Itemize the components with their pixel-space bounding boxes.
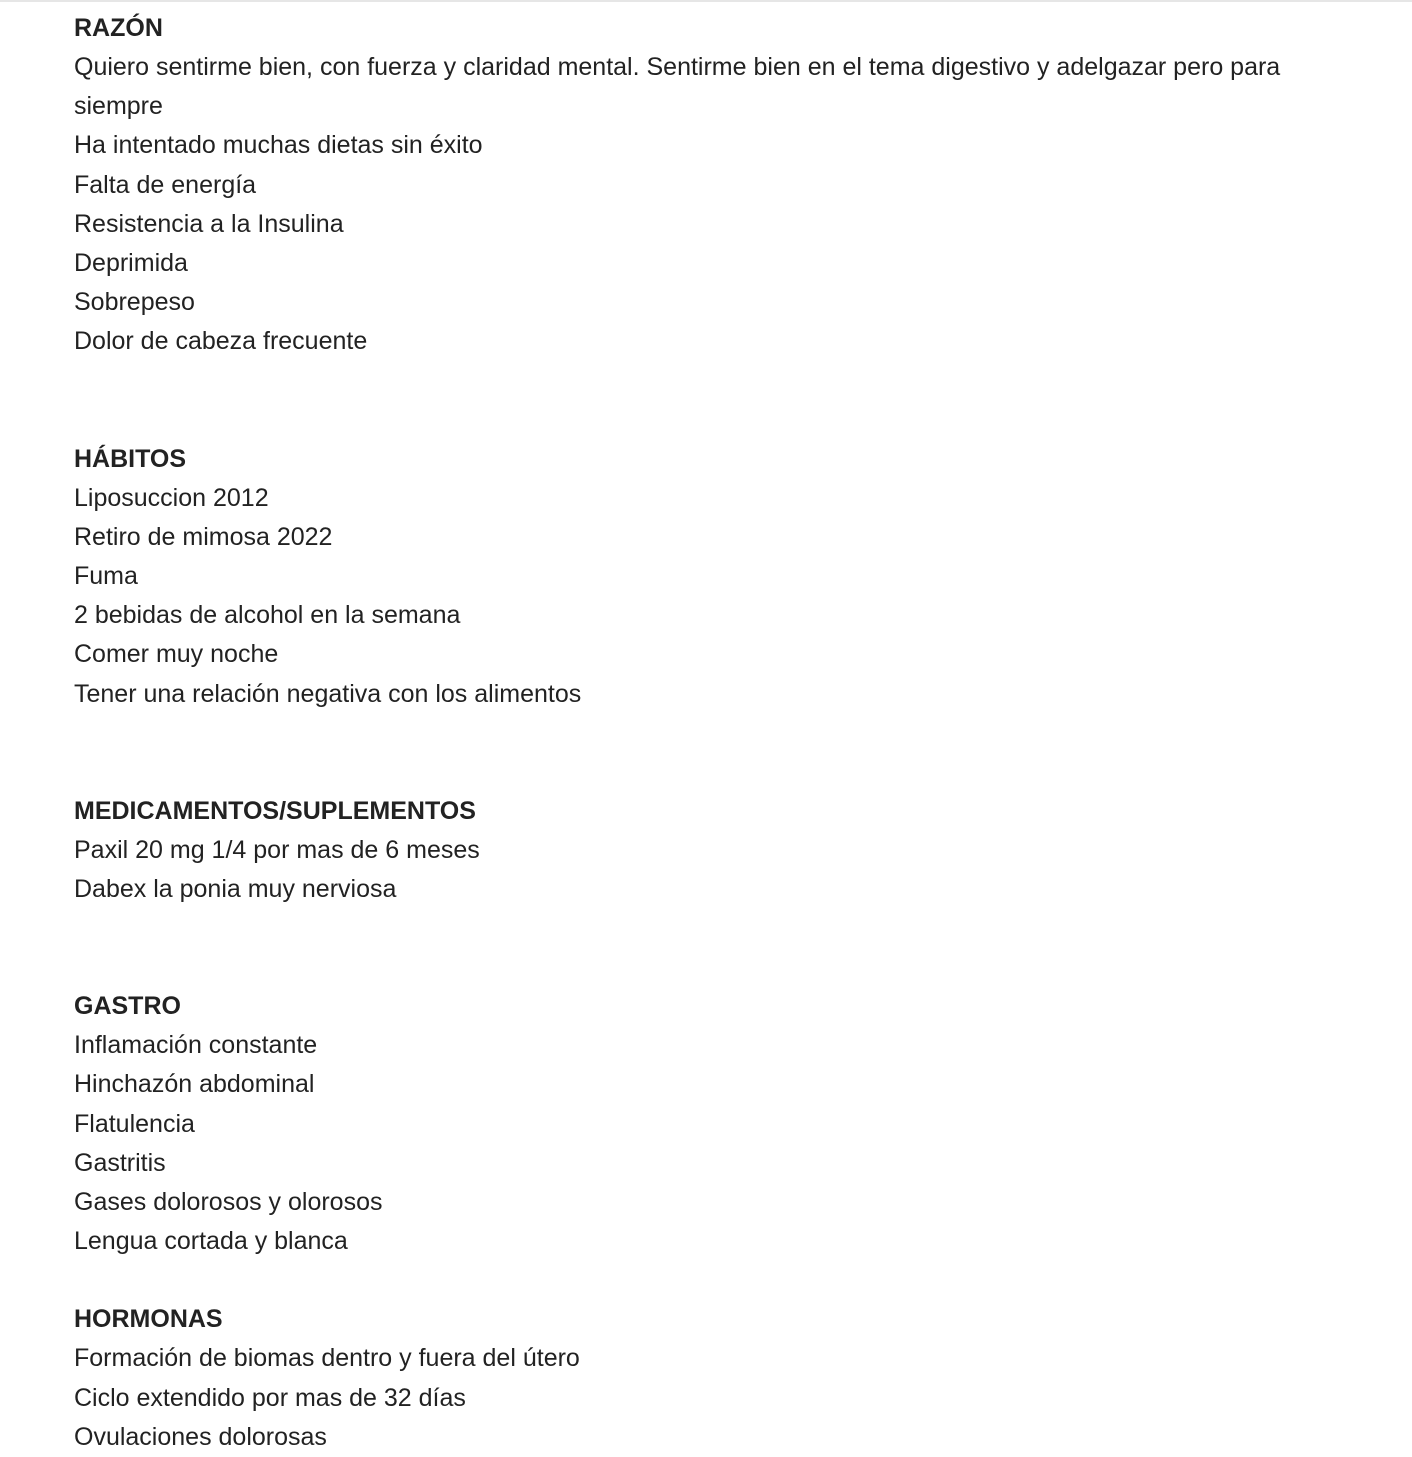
section-habitos <box>74 440 1374 714</box>
section-razon <box>74 9 1374 362</box>
section-gastro <box>74 987 1374 1261</box>
section-heading: HORMONAS <box>74 1305 223 1334</box>
section-gap <box>74 909 1374 987</box>
list-item: Sobrepeso <box>74 288 195 317</box>
section-medicamentos <box>74 792 1374 909</box>
list-item: Ha intentado muchas dietas sin éxito <box>74 131 483 160</box>
list-item: Ciclo extendido por mas de 32 días <box>74 1383 466 1412</box>
list-item: Quiero sentirme bien, con fuerza y claridad mental. Sentirme bien en el tema digestivo y adelgazar pero para siempre <box>74 53 1281 121</box>
section-heading: GASTRO <box>74 992 181 1021</box>
list-item: Formación de biomas dentro y fuera del útero <box>74 1344 580 1373</box>
list-item: Gastritis <box>74 1148 166 1177</box>
section-heading: RAZÓN <box>74 14 163 42</box>
list-item: Comer muy noche <box>74 640 279 669</box>
list-item: Tener una relación negativa con los alimentos <box>74 679 582 708</box>
section-gap <box>74 1261 1374 1300</box>
list-item: Falta de energía <box>74 170 257 199</box>
list-item: Dabex la ponia muy nerviosa <box>74 875 397 904</box>
section-heading: MEDICAMENTOS/SUPLEMENTOS <box>74 796 476 825</box>
list-item: Lengua cortada y blanca <box>74 1227 348 1256</box>
section-gap <box>74 362 1374 440</box>
list-item: Resistencia a la Insulina <box>74 209 344 238</box>
list-item: Hinchazón abdominal <box>74 1070 315 1099</box>
document-body <box>74 9 1374 1457</box>
list-item: 2 bebidas de alcohol en la semana <box>74 601 461 630</box>
list-item: Retiro de mimosa 2022 <box>74 522 333 551</box>
list-item: Ovulaciones dolorosas <box>74 1422 327 1451</box>
list-item: Dolor de cabeza frecuente <box>74 327 368 356</box>
top-divider <box>0 0 1412 2</box>
list-item: Deprimida <box>74 249 188 278</box>
list-item: Liposuccion 2012 <box>74 483 269 512</box>
list-item: Fuma <box>74 562 138 591</box>
list-item: Paxil 20 mg 1/4 por mas de 6 meses <box>74 835 480 864</box>
list-item: Inflamación constante <box>74 1031 318 1060</box>
section-heading: HÁBITOS <box>74 444 187 473</box>
section-hormonas <box>74 1300 1374 1457</box>
list-item: Flatulencia <box>74 1109 195 1138</box>
list-item: Gases dolorosos y olorosos <box>74 1188 383 1217</box>
section-gap <box>74 714 1374 792</box>
